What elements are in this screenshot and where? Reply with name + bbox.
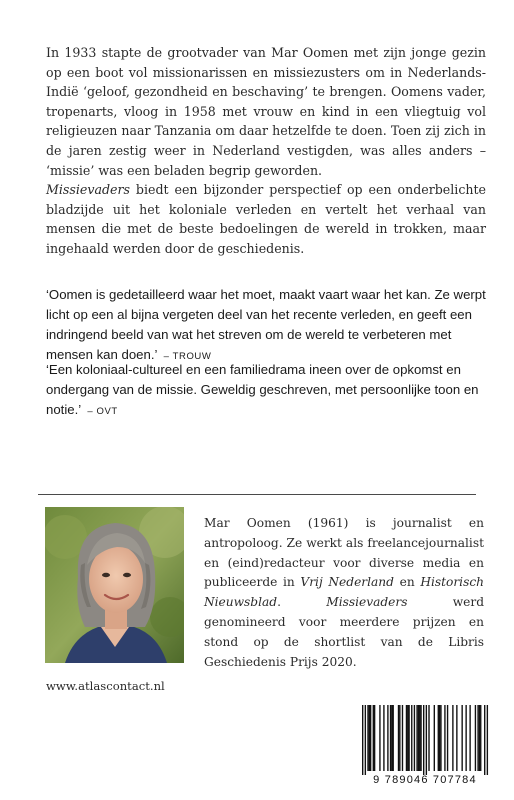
barcode-bar [452,705,453,771]
author-bio-text: en [393,575,421,590]
barcode-bar [387,705,388,771]
barcode-bar [362,705,363,775]
barcode-bar [399,705,400,771]
blurb-paragraph-2 [46,180,486,258]
quote-text: ‘Een koloniaal-cultureel en een familiedrama ineen over de opkomst en ondergang van de missie. Geweldig geschreven, met persoonlijke toon en notie.’ [46,362,479,417]
barcode-bar [418,705,419,771]
barcode-bar [438,705,439,771]
barcode-bar [402,705,403,771]
barcode-bar [461,705,462,771]
author-bio-text: Mar Oomen (1961) is journalist en antropoloog. Ze werkt als freelancejournalist en (eind)redacteur voor diverse media en publiceerde in [204,516,484,590]
barcode-bar [475,705,476,771]
blurb-paragraph-1: In 1933 stapte de grootvader van Mar Oomen met zijn jonge gezin op een boot vol missionarissen en missiezusters om in Nederlands-Indië ‘geloof, gezondheid en beschaving’ te brengen. Oomens vader, tropenarts, vloog in 1958 met vrouw en kind in een vliegtuig vol religieuzen naar Tanzania om daar hetzelfde te doen. Toen zij zich in de jaren zestig weer in Nederland vestigden, was alles anders – ‘missie’ was een beladen begrip geworden. [46,45,486,178]
barcode-bar [407,705,408,771]
barcode-bar [479,705,480,771]
barcode-bar [383,705,384,771]
barcode-bar [480,705,481,771]
barcode-bar [393,705,394,771]
barcode-bar [477,705,478,771]
barcode-bar [398,705,399,771]
barcode-bar [447,705,448,771]
barcode-bar [420,705,421,771]
barcode-bar [373,705,374,771]
back-cover-blurb [46,43,486,259]
barcode-bar [439,705,440,771]
review-quote-trouw [46,285,486,367]
barcode-bar [390,705,391,771]
quote-text: ‘Oomen is gedetailleerd waar het moet, maakt vaart waar het kan. Ze werpt licht op een al bijna vergeten deel van het recente verleden, en geeft een indringend beeld van wat het streven om de wereld te verbeteren met mensen kan doen.’ [46,287,486,362]
barcode-bar [428,705,429,771]
barcode-bar [406,705,407,771]
barcode-bar [465,705,466,771]
barcode-bar [487,705,488,775]
barcode-bar [416,705,417,771]
book-title: Missievaders [326,595,408,610]
author-photo [45,507,184,663]
barcode-bar [440,705,441,771]
magazine-title: Vrij Nederland [300,575,394,590]
barcode-bar [369,705,370,771]
barcode-bar [444,705,445,771]
review-quote-ovt [46,360,486,422]
barcode-bar [423,705,424,775]
barcode-bar [434,705,435,771]
barcode-bar [484,705,485,775]
author-bio-text: . [277,595,327,610]
barcode-bar [391,705,392,771]
author-bio [204,514,484,672]
author-bio-text: werd genomineerd voor meerdere prijzen en stond op de shortlist van de Libris Geschiedenis Prijs 2020. [204,595,484,669]
barcode-bar [411,705,412,771]
barcode-number: 9 789046 707784 [373,774,477,786]
barcode-bar [374,705,375,771]
barcode-bar [365,705,366,775]
barcode-bar [370,705,371,771]
barcode-bar [379,705,380,771]
barcode-bar [367,705,368,771]
quote-source: – TROUW [163,351,212,362]
barcode-bar [456,705,457,771]
isbn-barcode [361,703,489,791]
barcode-bar [469,705,470,771]
barcode-bar [426,705,427,775]
barcode-bar [414,705,415,771]
quote-source: – OVT [87,406,118,417]
barcode-bar [419,705,420,771]
publisher-website: www.atlascontact.nl [46,679,165,693]
section-divider [38,494,476,495]
barcode-bar [408,705,409,771]
blurb-paragraph-2-text: biedt een bijzonder perspectief op een onderbelichte bladzijde uit het koloniale verleden en vertelt het verhaal van mensen die met de beste bedoelingen de wereld in trokken, maar ingehaald werden door de geschiedenis. [46,182,486,256]
magazine-title: Historisch Nieuwsblad [204,575,485,610]
barcode-bars [361,703,489,775]
book-title: Missievaders [46,182,130,198]
